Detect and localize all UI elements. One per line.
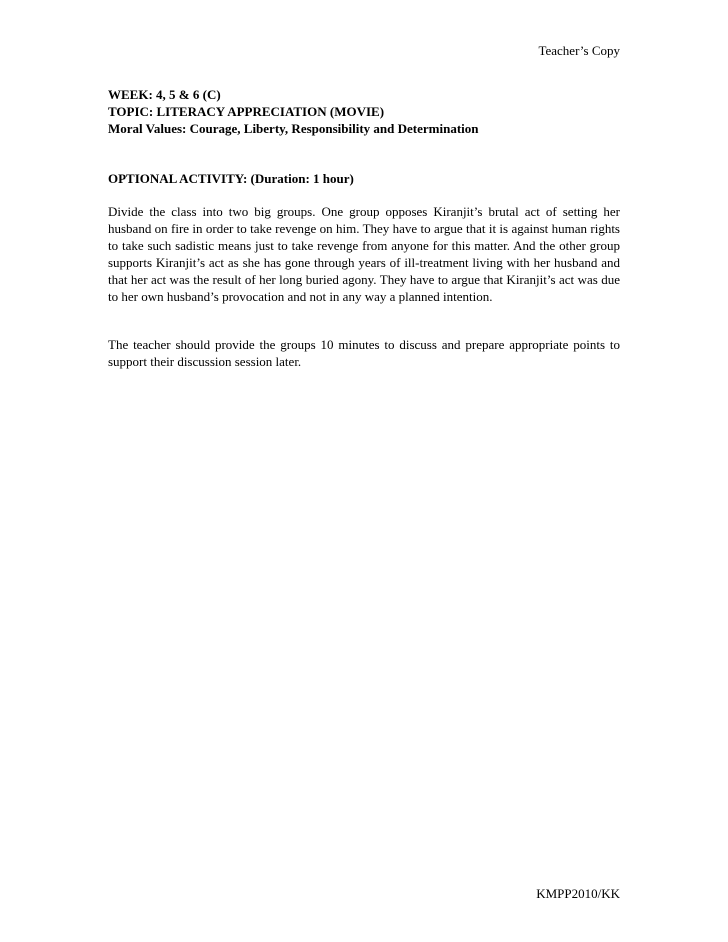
teacher-note-paragraph: The teacher should provide the groups 10 minutes to discuss and prepare appropriate points to support their discussion session later. xyxy=(108,337,620,369)
document-code: KMPP2010/KK xyxy=(536,886,620,901)
teachers-copy-label: Teacher’s Copy xyxy=(538,43,620,58)
week-line: WEEK: 4, 5 & 6 (C) xyxy=(108,87,221,102)
activity-instructions-paragraph: Divide the class into two big groups. One group opposes Kiranjit’s brutal act of setting her husband on fire in order to take revenge on him. They have to argue that it is against human rights to take such sadistic means just to take revenge from anyone for this matter. And the other group supports Kiranjit’s act as she has gone through years of ill-treatment living with her husband and that her act was the result of her long buried agony. They have to argue that Kiranjit’s act was due to her own husband’s provocation and not in any way a planned intention. xyxy=(108,204,620,304)
topic-line: TOPIC: LITERACY APPRECIATION (MOVIE) xyxy=(108,104,385,119)
optional-activity-title: OPTIONAL ACTIVITY: (Duration: 1 hour) xyxy=(108,171,354,186)
lesson-heading xyxy=(108,86,620,137)
moral-values-line: Moral Values: Courage, Liberty, Responsibility and Determination xyxy=(108,121,479,136)
